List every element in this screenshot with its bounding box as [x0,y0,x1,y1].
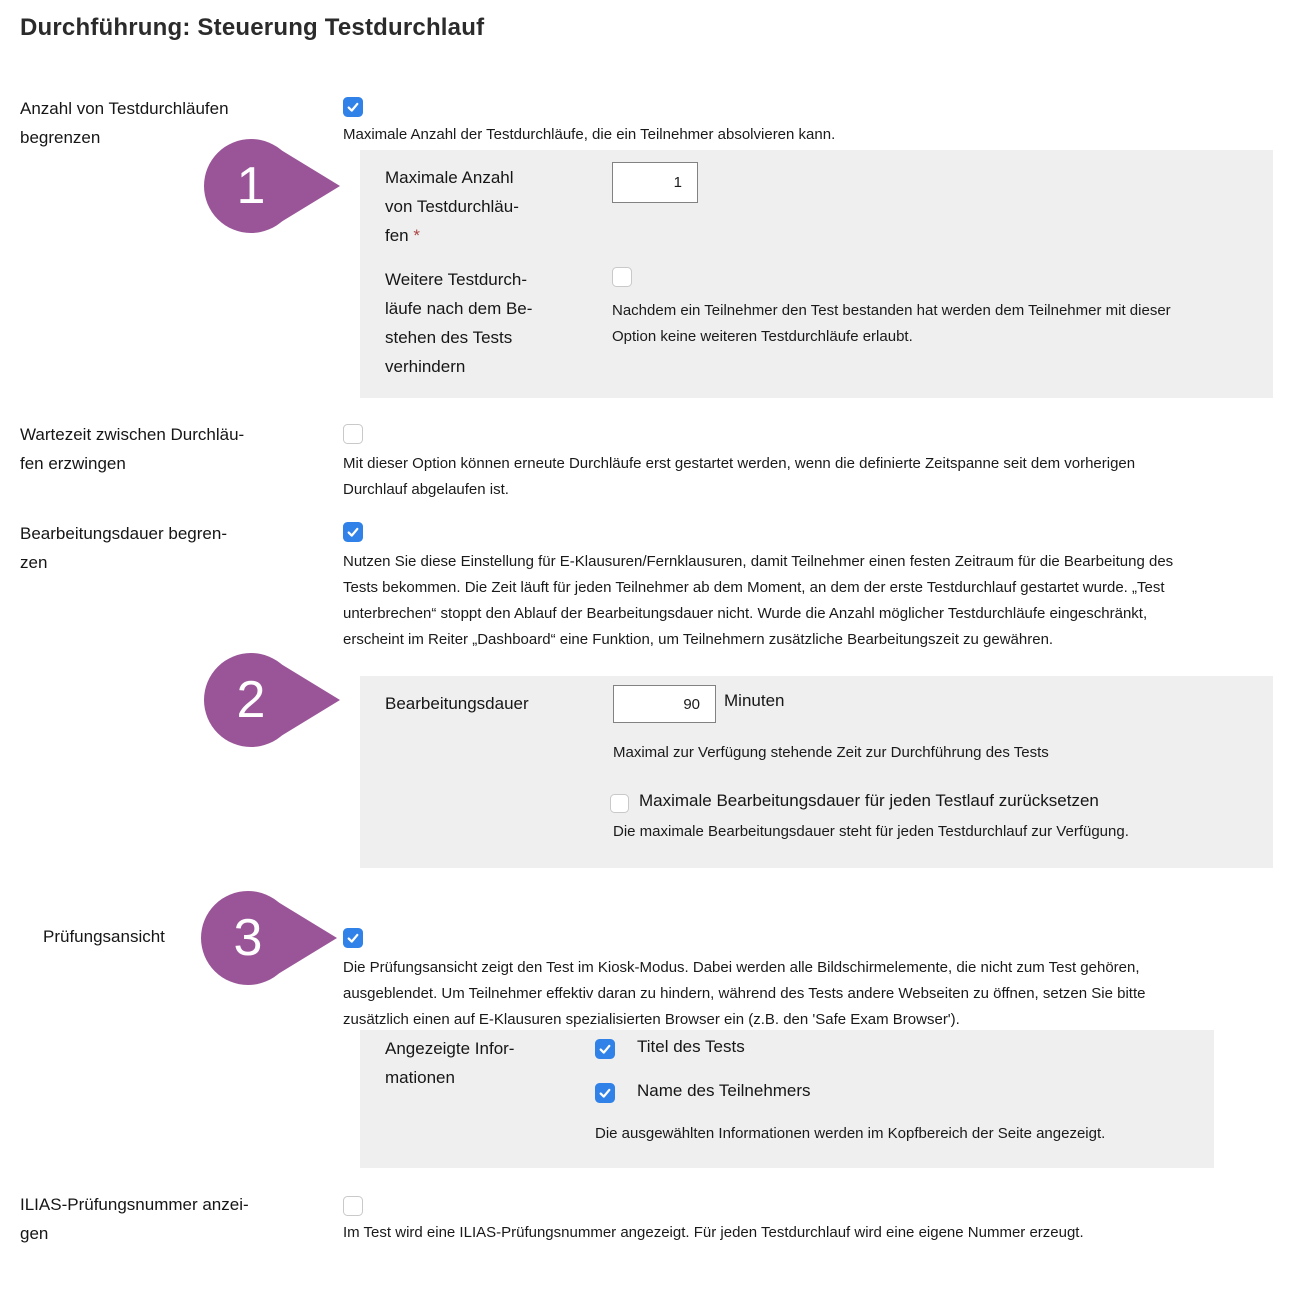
page-title: Durchführung: Steuerung Testdurchlauf [20,14,485,41]
show-participant-name-checkbox[interactable] [595,1083,615,1103]
reset-duration-checkbox[interactable] [610,794,629,813]
reset-duration-label: Maximale Bearbeitungsdauer für jeden Testlauf zurücksetzen [639,791,1099,810]
label-exam-view: Prüfungsansicht [43,927,165,946]
label-duration: Bearbeitungsdauer [385,694,529,713]
limit-attempts-checkbox[interactable] [343,97,363,117]
check-icon [596,1084,614,1102]
show-test-title-label: Titel des Tests [637,1037,745,1056]
check-icon [344,98,362,116]
byline-exam-id: Im Test wird eine ILIAS-Prüfungsnummer angezeigt. Für jeden Testdurchlauf wird eine eigene Nummer erzeugt. [343,1224,1084,1241]
callout-marker-1 [203,136,343,236]
label-processing-time: Bearbeitungsdauer begren- zen [20,524,227,572]
required-asterisk: * [413,226,420,245]
check-icon [344,929,362,947]
byline-processing-time: Nutzen Sie diese Einstellung für E-Klausuren/Fernklausuren, damit Teilnehmer einen festen Zeitraum für die Bearbeitung des Tests bekommen. Die Zeit läuft für jeden Teilnehmer ab dem Moment, an dem der erste Testdurchlauf gestartet wurde. „Test unterbrechen“ stoppt den Ablauf der Bearbeitungsdauer nicht. Wurde die Anzahl möglicher Testdurchläufe eingeschränkt, erscheint im Reiter „Dashboard“ eine Funktion, um Teilnehmern zusätzliche Bearbeitungszeit zu gewähren. [343,553,1174,648]
byline-limit-attempts: Maximale Anzahl der Testdurchläufe, die ein Teilnehmer absolvieren kann. [343,126,836,143]
byline-exam-view: Die Prüfungsansicht zeigt den Test im Kiosk-Modus. Dabei werden alle Bildschirmelemente, die nicht zum Test gehören, ausgeblendet. Um Teilnehmer effektiv daran zu hindern, während des Tests andere Webseiten zu öffnen, setzen Sie bitte zusätzlich einen auf E-Klausuren spezialisierten Browser ein (z.B. den 'Safe Exam Browser'). [343,959,1146,1028]
label-exam-id: ILIAS-Prüfungsnummer anzei- gen [20,1195,249,1243]
byline-shown-info: Die ausgewählten Informationen werden im Kopfbereich der Seite angezeigt. [595,1125,1106,1142]
callout-number-2: 2 [236,671,266,729]
label-block-after-passed: Weitere Testdurch- läufe nach dem Be- stehen des Tests verhindern [385,270,533,376]
processing-time-checkbox[interactable] [343,522,363,542]
byline-duration: Maximal zur Verfügung stehende Zeit zur Durchführung des Tests [613,744,1049,761]
byline-reset-duration: Die maximale Bearbeitungsdauer steht für jeden Testdurchlauf zur Verfügung. [613,823,1129,840]
block-after-passed-checkbox[interactable] [612,267,632,287]
check-icon [344,523,362,541]
callout-number-1: 1 [236,157,266,215]
duration-unit-label: Minuten [724,691,785,710]
label-shown-info: Angezeigte Infor- mationen [385,1039,515,1087]
callout-marker-2 [203,650,343,750]
label-limit-attempts: Anzahl von Testdurchläufen begrenzen [20,99,229,147]
label-max-attempts: Maximale Anzahl von Testdurchläu- fen * [385,168,519,245]
label-waiting-time: Wartezeit zwischen Durchläu- fen erzwingen [20,425,245,473]
callout-marker-3 [200,888,340,988]
exam-id-checkbox[interactable] [343,1196,363,1216]
check-icon [596,1040,614,1058]
show-test-title-checkbox[interactable] [595,1039,615,1059]
byline-waiting-time: Mit dieser Option können erneute Durchläufe erst gestartet werden, wenn die definierte Zeitspanne seit dem vorherigen Durchlauf abgelaufen ist. [343,455,1136,498]
max-attempts-input[interactable] [612,162,698,203]
exam-view-checkbox[interactable] [343,928,363,948]
waiting-time-checkbox[interactable] [343,424,363,444]
duration-input[interactable] [613,685,716,723]
callout-number-3: 3 [233,909,263,967]
byline-block-after-passed: Nachdem ein Teilnehmer den Test bestanden hat werden dem Teilnehmer mit dieser Option keine weiteren Testdurchläufe erlaubt. [612,302,1171,345]
show-participant-name-label: Name des Teilnehmers [637,1081,811,1100]
